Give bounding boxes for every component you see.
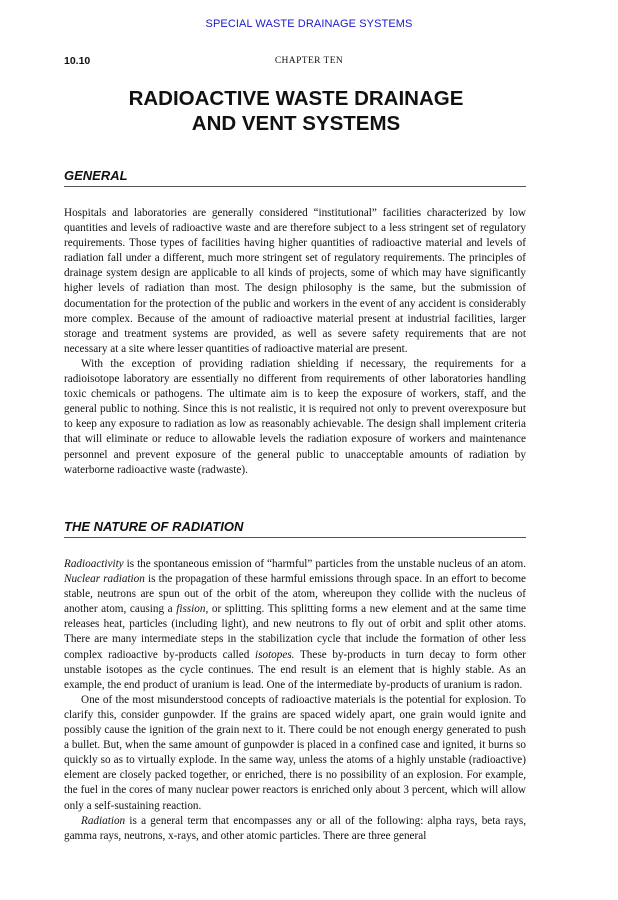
paragraph-text: is a general term that encompasses any or all of the following: alpha rays, beta rays, gamma rays, neutrons, x-rays, and other atomic particles. There are three general xyxy=(64,814,526,842)
paragraph xyxy=(64,814,526,844)
paragraph-text: or splitting. This splitting forms a new element and at the same time releases heat, particles (including light), and new neutrons to fly out of orbit and split other atoms. There are many intermediate steps in the stabilization cycle that include the formation of other less complex radioactive by-products called xyxy=(64,603,526,661)
term-isotopes: isotopes. xyxy=(255,648,295,661)
paragraph-text: These by-products in turn decay to form other unstable isotopes as the cycle continues. The end result is an element that is highly stable. As an example, the end product of uranium is lead. One of the intermediate by-products of uranium is radon. xyxy=(64,648,526,691)
paragraph: One of the most misunderstood concepts of radioactive materials is the potential for explosion. To clarify this, consider gunpowder. If the grains are spaced widely apart, one grain would ignite and possibly cause the ignition of the grain next to it. There could be not enough energy generated to push a bullet. But, when the same amount of gunpowder is placed in a confined case and ignited, it burns so quickly so as to virtually explode. In the same way, unless the atoms of a highly unstable (radioactive) element are closely packed together, or enriched, there is no possibility of an explosion. For example, the fuel in the cores of many nuclear power reactors is enriched only about 3 percent, which will allow only a self-sustaining reaction. xyxy=(64,693,526,812)
paragraph: Hospitals and laboratories are generally considered “institutional” facilities characterized by low quantities and levels of radioactive waste and are therefore subject to a less stringent set of regulatory requirements. Those types of facilities having higher quantities of radioactive material and levels of radiation fall under a different, much more stringent set of regulatory requirements. The principles of drainage system design are applicable to all kinds of projects, some of which may have significantly higher levels of radiation than most. The design philosophy is the same, but the submission of documentation for the protection of the public and workers in the event of any accident is considerably more complex. Because of the amount of radioactive material present at industrial facilities, larger storage and treatment systems are provided, as well as severe safety requirements that are not necessary at a site where lesser quantities of radioactive material are present. xyxy=(64,207,526,355)
term-radiation: Radiation xyxy=(81,814,126,827)
section-heading-general: GENERAL xyxy=(64,168,526,187)
page-title-line-1: RADIOACTIVE WASTE DRAINAGE xyxy=(128,87,464,110)
term-nuclear-radiation: Nuclear radiation xyxy=(64,573,145,586)
page-title-line-2: AND VENT SYSTEMS xyxy=(191,112,401,135)
chapter-label: CHAPTER TEN xyxy=(274,56,344,66)
section-body-nature-of-radiation xyxy=(64,557,526,844)
paragraph-text: is the propagation of these harmful emissions through space. In an effort to become stable, neutrons are spun out of the orbit of the atom, whereupon they collide with the nucleus of another atom, causing a xyxy=(64,573,526,616)
paragraph-text: is the spontaneous emission of “harmful” particles from the unstable nucleus of an atom. xyxy=(123,558,526,570)
paragraph xyxy=(64,557,526,693)
paragraph: With the exception of providing radiation shielding if necessary, the requirements for a radioisotope laboratory are essentially no different from requirements of other laboratories handling toxic chemicals or pathogens. The ultimate aim is to keep the exposure of workers, staff, and the general public to nothing. Since this is not realistic, it is required not only to prevent overexposure but to keep any exposure to radiation as low as reasonably achievable. The design shall implement criteria that will eliminate or reduce to allowable levels the radiation exposure of workers and maintenance personnel and prevent exposure of the general public to unacceptable amounts of radiation by waterborne radioactive waste (radwaste). xyxy=(64,357,526,476)
section-body-general xyxy=(64,206,526,478)
page-title xyxy=(64,86,528,136)
running-header: SPECIAL WASTE DRAINAGE SYSTEMS xyxy=(205,18,413,30)
page-number: 10.10 xyxy=(64,55,91,67)
section-heading-nature-of-radiation: THE NATURE OF RADIATION xyxy=(64,519,526,538)
term-fission: fission, xyxy=(176,603,209,616)
term-radioactivity: Radioactivity xyxy=(64,558,124,570)
